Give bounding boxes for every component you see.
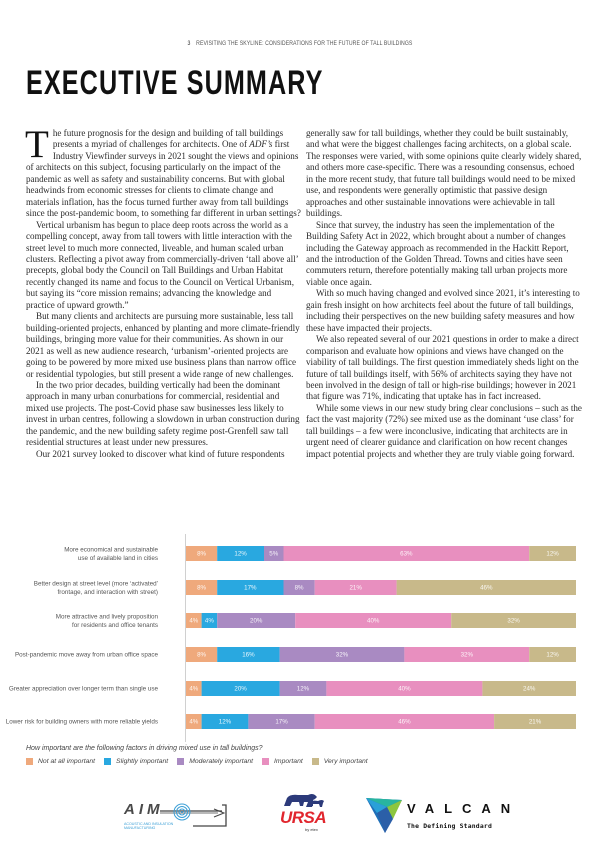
legend-swatch [177,758,184,765]
page-title: EXECUTIVE SUMMARY [26,64,324,102]
bar-value-label: 12% [546,651,559,659]
legend-item [262,758,303,765]
legend-swatch [26,758,33,765]
body-column-left [25,123,302,460]
bar-value-label: 4% [189,617,199,625]
target-arrow-icon [118,800,230,840]
bar-value-label: 24% [523,685,536,693]
paragraph: Vertical urbanism has begun to place deep roots across the world as a compelling concept, away from tall towers with little interaction with the street level to much more connected, liveable, and human scaled urban clusters. Reflecting a pivot away from commercially-driven ‘tall above all’ precepts, global body the Council on Tall Buildings and Urban Habitat recently changed its name and focus to the Council on Vertical Urbanism, but saying its “core mission remains; advancing the knowledge and practice of upward growth.” [26,219,299,310]
ursa-logo-wordmark: URSA [280,808,327,827]
category-label: Greater appreciation over longer term than single use [8,685,158,693]
bar-value-label: 17% [275,718,288,726]
body-column-right [306,128,582,460]
bar-value-label: 4% [189,685,199,693]
legend-label: Important [274,758,303,765]
paragraph: We also repeated several of our 2021 questions in order to make a direct comparison and evaluate how opinions and views have changed on the viability of tall buildings. The first question immediately sheds light on the future of tall buildings itself, with 56% of architects saying they have not been involved in the design of tall or high-rise buildings; however in 2021 that figure was 71%, indicating that uptake has in fact increased. [306,334,579,402]
running-header [54,40,546,47]
legend-swatch [312,758,319,765]
valcan-logo [365,797,545,839]
legend-item [26,758,95,765]
legend-item [177,758,253,765]
legend-item [104,758,168,765]
drop-cap: T [25,123,49,166]
ursa-logo [280,790,330,840]
bar-value-label: 20% [234,685,247,693]
legend-label: Not at all important [38,758,96,765]
paragraph: With so much having changed and evolved since 2021, it’s interesting to gain fresh insight on how architects feel about the future of tall buildings, including their perspectives on the new building safety measures and how these have impacted their projects. [306,288,580,333]
bar-value-label: 12% [234,550,247,558]
bar-value-label: 20% [250,617,263,625]
paragraph: generally saw for tall buildings, whether they could be built sustainably, and what were the biggest challenges facing architects, on a global scale. The responses were varied, with some opinions quite clearly widely shared, and others more case-specific. There was a resounding consensus, echoed in the more recent study, that future tall buildings would need to be mixed use, and respondents were generally optimistic that passive design approaches and other sustainable innovations were achievable in tall buildings. [306,128,582,219]
valcan-triangle-icon [365,797,405,835]
category-label: Better design at street level (more ‘activated’ frontage, and interaction with street) [33,580,158,596]
legend-swatch [262,758,269,765]
bar-value-label: 32% [460,651,473,659]
bar-value-label: 21% [528,718,542,726]
page-number: 3 [187,40,191,47]
category-label: Post-pandemic move away from urban office space [14,651,158,659]
legend-label: Very important [323,758,368,765]
bar-value-label: 17% [244,584,257,592]
bar-value-label: 8% [294,584,304,592]
bar-value-label: 46% [480,584,493,592]
legend-item [312,758,368,765]
bar-value-label: 40% [367,617,380,625]
chart-title: How important are the following factors in driving mixed use in tall buildings? [26,745,263,752]
running-title: REVISITING THE SKYLINE: CONSIDERATIONS FOR THE FUTURE OF TALL BUILDINGS [196,40,413,47]
bar-value-label: 8% [197,584,207,592]
bar-value-label: 4% [204,617,214,625]
bar-value-label: 8% [197,550,207,558]
category-label: More economical and sustainable use of available land in cities [64,546,158,562]
category-label: More attractive and lively proposition for residents and office tenants [55,613,158,629]
aim-logo-wordmark: AIM [124,801,164,818]
legend-label: Moderately important [189,758,254,765]
bar-value-label: 21% [349,584,362,592]
valcan-logo-tagline: The Defining Standard [407,822,492,830]
bar-value-label: 63% [400,550,413,558]
polar-bear-icon [282,790,332,810]
bar-value-label: 32% [507,617,520,625]
category-label: Lower risk for building owners with more reliable yields [5,718,158,726]
aim-logo-subtitle: ACOUSTIC AND INSULATION MANUFACTURING [124,822,174,831]
aim-logo [118,800,230,840]
bar-value-label: 46% [398,718,411,726]
bar-value-label: 40% [398,685,411,693]
paragraph: In the two prior decades, building vertically had been the dominant approach in many urban conurbations for commercial, residential and mixed use projects. The post-Covid phase saw businesses less likely to invest in urban centres, following a slowdown in urban construction during the pandemic, and the new building safety regime post-Grenfell saw tall residential structures at least under new pressures. [26,379,300,448]
paragraph: Our 2021 survey looked to discover what kind of future respondents [36,448,285,459]
ursa-logo-byline: by etex [305,827,318,832]
valcan-logo-wordmark: VALCAN [407,801,521,816]
paragraph: But many clients and architects are pursuing more sustainable, less tall building-oriented projects, enhanced by planting and more climate-friendly buildings, bringing more value for their communities. As shown in our 2021 as well as new audience research, ‘urbanism’-oriented projects are going to be powered by more mixed use business plans than narrow office or residential typologies, but still present a wide range of new challenges. [26,311,300,379]
bar-value-label: 8% [197,651,207,659]
paragraph: The future prognosis for the design and building of tall buildings presents a myriad of challenges for architects. One of ADF’s first Industry Viewfinder surveys in 2021 sought the views and opinions of architects on this subject, focusing particularly on the impact of the pandemic as well as safety and sustainability concerns. But with global headwinds from economic stresses for clients to climate change and materials inflation, has the focus turned further away from tall buildings since the post-pandemic boom, to something far different in urban settings? [25,123,301,219]
paragraph: Since that survey, the industry has seen the implementation of the Building Safety Act in 2022, which brought about a number of changes including the Gateway approach as recommended in the Hackitt Report, and the introduction of the Golden Thread. Towns and cities have seen commuters return, therefore potentially making tall urban projects more viable once again. [306,219,569,287]
chart-legend [26,758,368,765]
bar-value-label: 16% [242,651,255,659]
stacked-bar-chart [0,528,600,743]
bar-value-label: 32% [335,651,349,659]
bar-value-label: 12% [218,718,232,726]
bar-value-label: 4% [189,718,199,726]
bar-value-label: 12% [296,685,310,693]
paragraph: While some views in our new study bring clear conclusions – such as the fact the vast majority (72%) see mixed use as the dominant ‘use class’ for tall buildings – a few were inconclusive, indicating that architects are in urgent need of clearer guidance and clarification on how recent changes impact potential projects and whether they are truly viable going forward. [306,402,582,459]
legend-label: Slightly important [116,758,169,765]
bar-value-label: 12% [546,550,559,558]
legend-swatch [104,758,111,765]
bar-value-label: 5% [269,550,279,558]
